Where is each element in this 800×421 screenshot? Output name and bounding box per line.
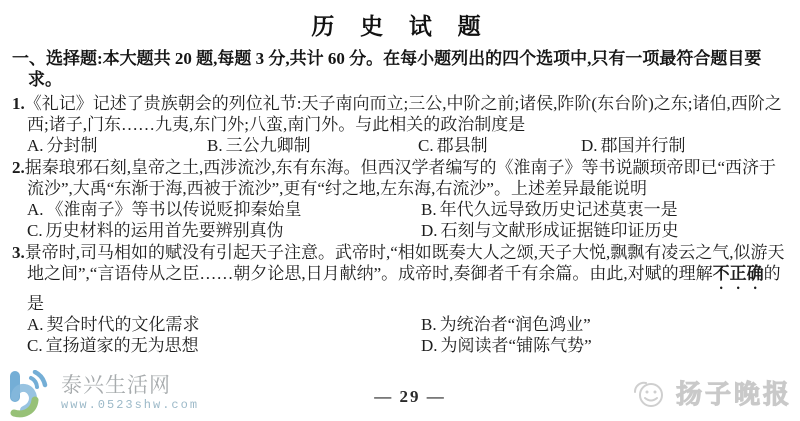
option-label: B. [421, 315, 437, 334]
question-3-option-c [27, 335, 421, 356]
question-3-text-suffix: 的是 [27, 264, 781, 313]
option-label: B. [207, 136, 223, 155]
option-text: 历史材料的运用首先要辨别真伪 [45, 221, 284, 240]
question-2-text: 据秦琅邪石刻,皇帝之土,西涉流沙,东有东海。但西汉学者编写的《淮南子》等书说颛顼帝即已“西济于流沙”,大禹“东渐于海,西被于流沙”,更有“纣之地,左东海,右流沙”。上述差异最能说明 [24, 158, 777, 198]
question-3-option-b [421, 314, 790, 335]
option-label: D. [581, 136, 598, 155]
question-2-option-a [27, 199, 421, 220]
option-text: 三公九卿制 [225, 136, 311, 155]
question-3-option-a [27, 314, 421, 335]
page-title: 历 史 试 题 [311, 14, 491, 39]
question-2-number: 2. [12, 158, 25, 177]
option-text: 郡国并行制 [600, 136, 686, 155]
option-text: 《淮南子》等书以传说贬抑秦始皇 [46, 200, 302, 219]
option-text: 石刻与文献形成证据链印证历史 [440, 221, 679, 240]
option-text: 宣扬道家的无为思想 [45, 336, 199, 355]
option-text: 年代久远导致历史记述莫衷一是 [439, 200, 678, 219]
question-1-option-c [418, 135, 581, 156]
option-label: C. [27, 336, 43, 355]
option-label: A. [27, 200, 44, 219]
question-1-text: 《礼记》记述了贵族朝会的列位礼节:天子南向而立;三公,中阶之前;诸侯,阼阶(东台阶)之东;诸伯,西阶之西;诸子,门东……九夷,东门外;八蛮,南门外。与此相关的政治制度是 [24, 94, 782, 134]
option-label: D. [421, 336, 438, 355]
page-footer [0, 366, 800, 421]
question-3-options [12, 314, 790, 356]
site-url: www.0523shw.com [61, 398, 200, 412]
option-label: C. [27, 221, 43, 240]
question-3-emphasized-text: 不正确 [712, 264, 764, 283]
question-2-options [12, 199, 790, 241]
option-label: C. [418, 136, 434, 155]
yangzi-evening-news-watermark [628, 374, 792, 411]
question-1-options [12, 135, 790, 156]
question-3 [12, 242, 790, 356]
question-3-stem [12, 242, 790, 314]
option-label: A. [27, 315, 44, 334]
question-3-option-d [421, 335, 790, 356]
question-2-option-b [421, 199, 790, 220]
question-2 [12, 157, 790, 241]
page-number: — 29 — [374, 387, 446, 406]
question-2-option-c [27, 220, 421, 241]
question-3-number: 3. [12, 243, 25, 262]
option-text: 为阅读者“铺陈气势” [440, 336, 592, 355]
site-name: 泰兴生活网 [61, 374, 171, 397]
option-label: A. [27, 136, 44, 155]
option-label: D. [421, 221, 438, 240]
question-3-text-prefix: 景帝时,司马相如的赋没有引起天子注意。武帝时,“相如既奏大人之颂,天子大悦,飘飘有凌云之气,似游天地之间”,“言语侍从之臣……朝夕论思,日月献纳”。成帝时,奏御者千有余篇。由此,对赋的理解 [24, 243, 785, 283]
question-2-option-d [421, 220, 790, 241]
watermark-text: 扬子晚报 [675, 379, 792, 409]
question-1 [12, 93, 790, 156]
option-text: 郡县制 [436, 136, 488, 155]
option-text: 契合时代的文化需求 [46, 315, 200, 334]
question-1-number: 1. [12, 94, 25, 113]
question-2-stem [12, 157, 790, 199]
section-instructions: 一、选择题:本大题共 20 题,每题 3 分,共计 60 分。在每小题列出的四个选项中,只有一项最符合题目要求。 [12, 49, 762, 89]
option-text: 分封制 [46, 136, 98, 155]
smiley-face-icon [628, 377, 676, 409]
question-1-option-a [27, 135, 207, 156]
question-1-option-b [207, 135, 418, 156]
option-label: B. [421, 200, 437, 219]
question-1-option-d [581, 135, 686, 156]
option-text: 为统治者“润色鸿业” [439, 315, 591, 334]
question-1-stem [12, 93, 790, 135]
